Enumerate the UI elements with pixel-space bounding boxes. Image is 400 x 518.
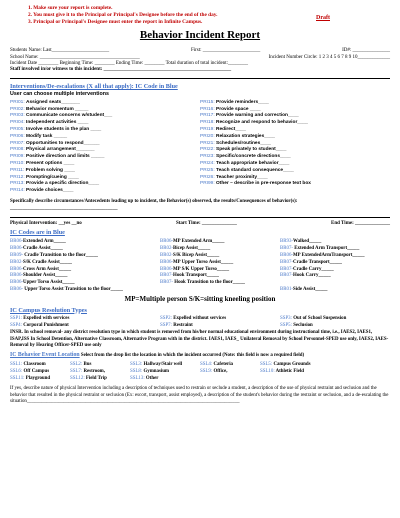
intervention-label: Teach standard consequence____ bbox=[216, 167, 294, 173]
intervention-code: PRI12: bbox=[10, 174, 25, 180]
resolution-cell[interactable] bbox=[160, 323, 280, 330]
interventions-heading: Interventions/De-escalations (X all that apply): IC Code in Blue bbox=[10, 83, 178, 91]
intervention-item[interactable] bbox=[200, 161, 390, 168]
instruction-2: 2. You must give it to the Principal or Principal's Designee before the end of the day. bbox=[28, 11, 218, 18]
ic-code-cell[interactable] bbox=[160, 273, 280, 280]
code-prefix: BR09- bbox=[10, 252, 24, 258]
code-prefix: BR06- bbox=[10, 280, 24, 286]
code-label: Shoulder Assist_____ bbox=[23, 273, 68, 279]
code-prefix: BR06- bbox=[10, 245, 24, 251]
code-prefix: SSL6: bbox=[10, 368, 23, 374]
intervention-label: Other – describe in pre-response text box bbox=[216, 181, 311, 187]
intervention-label: Problem solving ____ bbox=[25, 167, 75, 173]
intervention-item[interactable] bbox=[10, 134, 200, 141]
ic-code-cell[interactable] bbox=[10, 273, 160, 280]
code-prefix: SSL2: bbox=[70, 361, 83, 367]
intervention-code: PRI11: bbox=[10, 167, 25, 173]
resolution-cell[interactable] bbox=[160, 316, 280, 323]
intervention-code: PRI21: bbox=[200, 140, 215, 146]
end-time-field[interactable]: End Time: ______________ bbox=[331, 221, 390, 227]
resolution-grid bbox=[10, 316, 390, 330]
code-prefix: SSL13: bbox=[130, 376, 145, 382]
location-cell[interactable] bbox=[10, 375, 70, 382]
code-label: Bus bbox=[82, 361, 92, 367]
instruction-1: 1. Make sure your report is complete. bbox=[28, 5, 113, 11]
intervention-label: Assigned seats_______ bbox=[26, 99, 80, 105]
code-prefix: BR07- bbox=[280, 259, 294, 265]
intervention-label: Redirect____ bbox=[216, 126, 246, 132]
ic-code-cell[interactable] bbox=[280, 287, 390, 294]
code-label: Hallway/Stair well bbox=[142, 361, 183, 367]
form-title: Behavior Incident Report bbox=[139, 28, 261, 41]
ic-code-cell[interactable] bbox=[10, 260, 160, 267]
ic-code-cell[interactable] bbox=[160, 253, 280, 260]
code-prefix: BR07- bbox=[280, 245, 294, 251]
code-label: Upper Torso Assist Transition to the floor_____ bbox=[23, 287, 123, 293]
location-heading-rest: Select from the drop list the location in which the incident occurred (Note: this field is now a required field) bbox=[79, 353, 305, 359]
code-label: Cross Arm Assist_____ bbox=[23, 266, 72, 272]
intervention-item[interactable] bbox=[10, 100, 200, 107]
location-cell[interactable] bbox=[70, 361, 130, 368]
location-cell[interactable] bbox=[130, 375, 200, 382]
code-label: Other bbox=[144, 376, 159, 382]
location-cell[interactable] bbox=[70, 375, 130, 382]
code-prefix: BR06- bbox=[10, 239, 24, 245]
code-label: Out of School Suspension bbox=[291, 316, 347, 322]
code-prefix: BR07- bbox=[160, 280, 174, 286]
intervention-item[interactable] bbox=[200, 134, 390, 141]
interventions-grid bbox=[10, 100, 390, 195]
resolution-cell[interactable] bbox=[10, 323, 160, 330]
code-label: Restroom, bbox=[82, 368, 105, 374]
school-name-field[interactable]: School Name: ________________________________________ bbox=[10, 54, 140, 60]
intervention-code: PRI26: bbox=[200, 174, 215, 180]
incident-number-field[interactable]: Incident Number Circle: 1 2 3 4 5 6 7 8 9 10_____________ bbox=[268, 54, 390, 60]
location-cell[interactable] bbox=[10, 368, 70, 375]
antecedents-line bbox=[10, 212, 390, 218]
intervention-code: PRI06: bbox=[10, 133, 25, 139]
intervention-label: Involve students in the plan ____ bbox=[26, 126, 102, 132]
instructions-list bbox=[10, 5, 390, 26]
code-label: Upper Torso Assist_____ bbox=[23, 280, 75, 286]
ic-code-cell[interactable] bbox=[280, 239, 390, 246]
interventions-subhead: User can choose multiple interventions bbox=[10, 91, 109, 98]
intervention-code: PRI18: bbox=[200, 120, 215, 126]
code-prefix: BR06- bbox=[10, 273, 24, 279]
intervention-item[interactable] bbox=[10, 188, 200, 195]
intervention-code: PRI02: bbox=[10, 106, 25, 112]
code-label: MP Upper Torso Assist_____ bbox=[173, 259, 234, 265]
code-label: Cradle Transition to the floor_____ bbox=[23, 252, 98, 258]
code-label: Expelled without services bbox=[171, 316, 227, 322]
intervention-label: Speak privately to student____ bbox=[216, 147, 287, 153]
location-cell[interactable] bbox=[260, 361, 370, 368]
start-time-field[interactable]: Start Time: ______________ bbox=[175, 221, 237, 227]
intervention-code: PRI19: bbox=[200, 126, 215, 132]
code-label: Campus Grounds bbox=[272, 361, 311, 367]
intervention-code: PRI20: bbox=[200, 133, 215, 139]
location-cell[interactable] bbox=[200, 368, 260, 375]
ic-codes-grid bbox=[10, 239, 390, 294]
intervention-code: PRI25: bbox=[200, 167, 215, 173]
ic-code-cell[interactable] bbox=[10, 246, 160, 253]
code-label: Seclusion bbox=[291, 323, 313, 329]
code-prefix: SSP3: bbox=[280, 316, 292, 322]
code-prefix: BR06- bbox=[280, 252, 294, 258]
intervention-item[interactable] bbox=[200, 120, 390, 127]
intervention-label: Modify task _____ bbox=[26, 133, 68, 139]
intervention-item[interactable] bbox=[200, 100, 390, 107]
resolution-cell[interactable] bbox=[280, 323, 390, 330]
ic-code-cell[interactable] bbox=[10, 267, 160, 274]
code-prefix: BR07- bbox=[280, 266, 294, 272]
intervention-label: Relaxation strategies____ bbox=[216, 133, 275, 139]
intervention-label: Provide warning and correction____ bbox=[216, 113, 299, 119]
code-label: MP Extended Arm_____ bbox=[173, 239, 225, 245]
intervention-code: PRI24: bbox=[200, 160, 215, 166]
code-prefix: BR01- bbox=[280, 287, 294, 293]
code-label: Hook Carry_____ bbox=[293, 273, 331, 279]
code-label: Hook Transport_____ bbox=[173, 273, 219, 279]
code-label: Cafeteria bbox=[212, 361, 234, 367]
intervention-code: PRI13: bbox=[10, 181, 25, 187]
intervention-item[interactable] bbox=[200, 168, 390, 175]
code-label: Restraint bbox=[171, 323, 193, 329]
resolution-heading: IC Campus Resolution Types bbox=[10, 306, 87, 314]
antecedents-prompt[interactable]: Specifically describe circumstances/Antecedents leading up to incident, the Behavior(s) observed, the results/Consequences of behavior(s): ____________________________________________ bbox=[10, 198, 298, 211]
ic-code-cell[interactable] bbox=[160, 260, 280, 267]
ic-code-cell[interactable] bbox=[280, 253, 390, 260]
intervention-code: PRI16: bbox=[200, 106, 215, 112]
code-label: Bicep Assist_____ bbox=[173, 245, 211, 251]
intervention-code: PRI05: bbox=[10, 126, 25, 132]
ic-code-cell[interactable] bbox=[280, 267, 390, 274]
intervention-label: Positive direction and limits _____ bbox=[26, 154, 105, 160]
code-label: Walked_____ bbox=[293, 239, 322, 245]
code-label: Off Campus bbox=[22, 368, 50, 374]
intervention-label: Recognize and respond to behavior____ bbox=[216, 120, 308, 126]
ic-code-cell[interactable] bbox=[10, 239, 160, 246]
intervention-code: PRI09: bbox=[10, 154, 25, 160]
intervention-item[interactable] bbox=[10, 127, 200, 134]
location-cell[interactable] bbox=[260, 368, 370, 375]
code-prefix: SSL12: bbox=[70, 376, 85, 382]
intervention-code: PRI08: bbox=[10, 147, 25, 153]
interventions-right-column bbox=[200, 100, 390, 195]
intervention-code: PRI10: bbox=[10, 160, 25, 166]
code-prefix: BR06- bbox=[160, 266, 174, 272]
intervention-code: PRI03: bbox=[10, 113, 25, 119]
code-label: Classroom bbox=[22, 361, 46, 367]
intervention-label: Provide a specific direction____ bbox=[26, 181, 100, 187]
location-cell bbox=[260, 375, 370, 382]
intervention-label: Opportunities to respond______ bbox=[26, 140, 100, 146]
code-prefix: SSP2: bbox=[160, 316, 172, 322]
incident-date-row[interactable]: Incident Date ________ Beginning Time: ________ Ending Time: ________ Total duration of total incident:________ bbox=[10, 60, 249, 66]
ic-code-cell[interactable] bbox=[160, 280, 280, 287]
first-name-field[interactable]: First: _______________________ bbox=[190, 48, 261, 54]
ic-code-cell[interactable] bbox=[280, 273, 390, 280]
intervention-code: PRI04: bbox=[10, 120, 25, 126]
ic-code-cell[interactable] bbox=[160, 267, 280, 274]
ic-code-cell[interactable] bbox=[160, 239, 280, 246]
resolution-cell[interactable] bbox=[10, 316, 160, 323]
intervention-label: Prompting/cueing ____ bbox=[26, 174, 79, 180]
code-prefix: BR06- bbox=[10, 287, 24, 293]
code-label: Athletic Field bbox=[274, 368, 305, 374]
code-label: Extended Arm Transport_____ bbox=[293, 245, 360, 251]
code-label: Cradle Carry_____ bbox=[293, 266, 334, 272]
code-label: MP ExtendedArmTransport_____ bbox=[293, 252, 365, 258]
code-prefix: BR02- bbox=[160, 245, 174, 251]
intervention-code: PRI22: bbox=[200, 147, 215, 153]
intervention-label: Communicate concerns w/student___ bbox=[26, 113, 113, 119]
code-label: Side Assist_____ bbox=[293, 287, 328, 293]
code-label: S/K Cradle Assist_____ bbox=[23, 259, 72, 265]
ic-code-cell[interactable] bbox=[280, 260, 390, 267]
intervention-code: PRI01: bbox=[10, 99, 25, 105]
location-heading-line bbox=[10, 352, 390, 360]
intervention-code: PRI17: bbox=[200, 113, 215, 119]
code-prefix: SSL10: bbox=[260, 368, 275, 374]
code-prefix: SSL4: bbox=[200, 361, 213, 367]
code-prefix: SSL9: bbox=[200, 368, 213, 374]
code-prefix: SSL8: bbox=[130, 368, 143, 374]
code-prefix: BR06- bbox=[10, 266, 24, 272]
code-label: Playground bbox=[24, 376, 51, 382]
intervention-code: PRI15: bbox=[200, 99, 215, 105]
code-prefix: BR02- bbox=[10, 259, 24, 265]
code-prefix: BR02- bbox=[160, 252, 174, 258]
intervention-item[interactable] bbox=[10, 168, 200, 175]
draft-label: Draft bbox=[316, 15, 330, 21]
intervention-code: PRI14: bbox=[10, 188, 25, 194]
location-cell[interactable] bbox=[200, 361, 260, 368]
intervention-item[interactable] bbox=[10, 161, 200, 168]
id-field[interactable]: ID#: _______________ bbox=[342, 48, 390, 54]
code-prefix: SSL7: bbox=[70, 368, 83, 374]
physical-intervention-field[interactable]: Physical Intervention: __yes __no bbox=[10, 221, 82, 227]
intervention-item[interactable] bbox=[200, 127, 390, 134]
code-prefix: BR93- bbox=[280, 239, 294, 245]
last-name-field[interactable]: Students Name: Last_______________________ bbox=[10, 48, 110, 54]
code-label: Hook Transition to the floor_____ bbox=[173, 280, 246, 286]
intervention-label: Teacher proximity____ bbox=[216, 174, 268, 180]
instruction-3: 3. Principal or Principal's Designee must enter the report in Infinite Campus. bbox=[28, 18, 203, 25]
physical-row bbox=[10, 221, 390, 227]
code-prefix: SSL5: bbox=[260, 361, 273, 367]
ic-code-cell[interactable] bbox=[160, 246, 280, 253]
footer-paragraph[interactable]: If yes, describe nature of physical Intervention including a description of techniques used to restrain or seclude a student, a description of the use of physical restraint and seclusion and the behavior that resulted in the physical restraint or seclusion (Ex: escort, transport, assist employed), a description of the student's behavior during the restraint or seclusion, and a de-escalating the situation_______________________________________________________________________________________ bbox=[10, 386, 389, 405]
ic-codes-heading: IC Codes are in Blue bbox=[10, 229, 65, 237]
intervention-code: PRI07: bbox=[10, 140, 25, 146]
resolution-paragraph: INSR. In school removal- any district resolution type in which student is removed from his/her normal educational environment during instructional time, i.e., IAES2, IAES1, ISAP,ISS In School Detention, Alternative Classroom, Alternative Program with in the district. IAES1, IAES_ Unilateral Removal by School Personnel-SPED use only, IAES2, IAES- Removal by Hearing Officer-SPED use only bbox=[10, 330, 389, 349]
intervention-code: PRI23: bbox=[200, 154, 215, 160]
divider-line bbox=[10, 73, 390, 79]
code-prefix: SSP5: bbox=[280, 323, 292, 329]
interventions-left-column bbox=[10, 100, 200, 195]
intervention-label: Independent activities ____ bbox=[26, 120, 89, 126]
code-prefix: SSP4: bbox=[10, 323, 22, 329]
mp-legend: MP=Multiple person S/K=sitting kneeling position bbox=[124, 294, 276, 303]
location-cell bbox=[200, 375, 260, 382]
ic-code-cell[interactable] bbox=[280, 246, 390, 253]
resolution-cell[interactable] bbox=[280, 316, 390, 323]
code-prefix: SSL11: bbox=[10, 376, 25, 382]
code-label: MP S/K Upper Torso_____ bbox=[173, 266, 230, 272]
code-label: Cradle Assist_____ bbox=[23, 245, 63, 251]
ic-code-cell[interactable] bbox=[10, 287, 280, 294]
intervention-label: Behavior momentum _____ bbox=[26, 106, 89, 112]
intervention-label: Provide space ____ bbox=[216, 106, 261, 112]
code-prefix: SSL3: bbox=[130, 361, 143, 367]
intervention-code: PRI99: bbox=[200, 181, 215, 187]
code-prefix: SSP1: bbox=[10, 316, 22, 322]
ic-code-cell[interactable] bbox=[10, 253, 160, 260]
code-prefix: SSL1: bbox=[10, 361, 23, 367]
location-cell[interactable] bbox=[130, 361, 200, 368]
intervention-item[interactable] bbox=[200, 181, 390, 188]
code-label: S/K Bicep Assist_____ bbox=[173, 252, 220, 258]
intervention-label: Schedules/routines____ bbox=[216, 140, 271, 146]
ic-code-cell[interactable] bbox=[10, 280, 160, 287]
code-label: Office, bbox=[212, 368, 228, 374]
intervention-item[interactable] bbox=[10, 154, 200, 161]
intervention-label: Specific/concrete directions____ bbox=[216, 154, 291, 160]
location-grid bbox=[10, 361, 390, 382]
code-label: Field Trip bbox=[84, 376, 107, 382]
code-prefix: BR07- bbox=[160, 273, 174, 279]
code-label: Expelled with services bbox=[21, 316, 70, 322]
intervention-label: Physical arrangement_______ bbox=[26, 147, 95, 153]
code-label: Corporal Punishment bbox=[21, 323, 69, 329]
staff-field[interactable]: Staff involved in/or witness to this incident: ___________________________________________________ bbox=[10, 67, 232, 73]
intervention-label: Teach appropriate behavior____ bbox=[216, 160, 290, 166]
intervention-item[interactable] bbox=[10, 120, 200, 127]
location-cell[interactable] bbox=[130, 368, 200, 375]
code-prefix: SSP7: bbox=[160, 323, 172, 329]
code-prefix: BR07- bbox=[280, 273, 294, 279]
code-label: Extended Arm_____ bbox=[23, 239, 66, 245]
ic-code-cell bbox=[280, 280, 390, 287]
code-prefix: BR06- bbox=[160, 239, 174, 245]
intervention-item[interactable] bbox=[200, 154, 390, 161]
location-cell[interactable] bbox=[10, 361, 70, 368]
intervention-label: Provide choices____ bbox=[26, 188, 74, 194]
code-prefix: BR06- bbox=[160, 259, 174, 265]
intervention-label: Provide reminders____ bbox=[216, 99, 269, 105]
location-cell[interactable] bbox=[70, 368, 130, 375]
location-heading: IC Behavior Event Location bbox=[10, 352, 80, 359]
code-label: Cradle Transport_____ bbox=[293, 259, 342, 265]
intervention-label: Present options ____ bbox=[26, 160, 75, 166]
code-label: Gymnasium bbox=[142, 368, 170, 374]
